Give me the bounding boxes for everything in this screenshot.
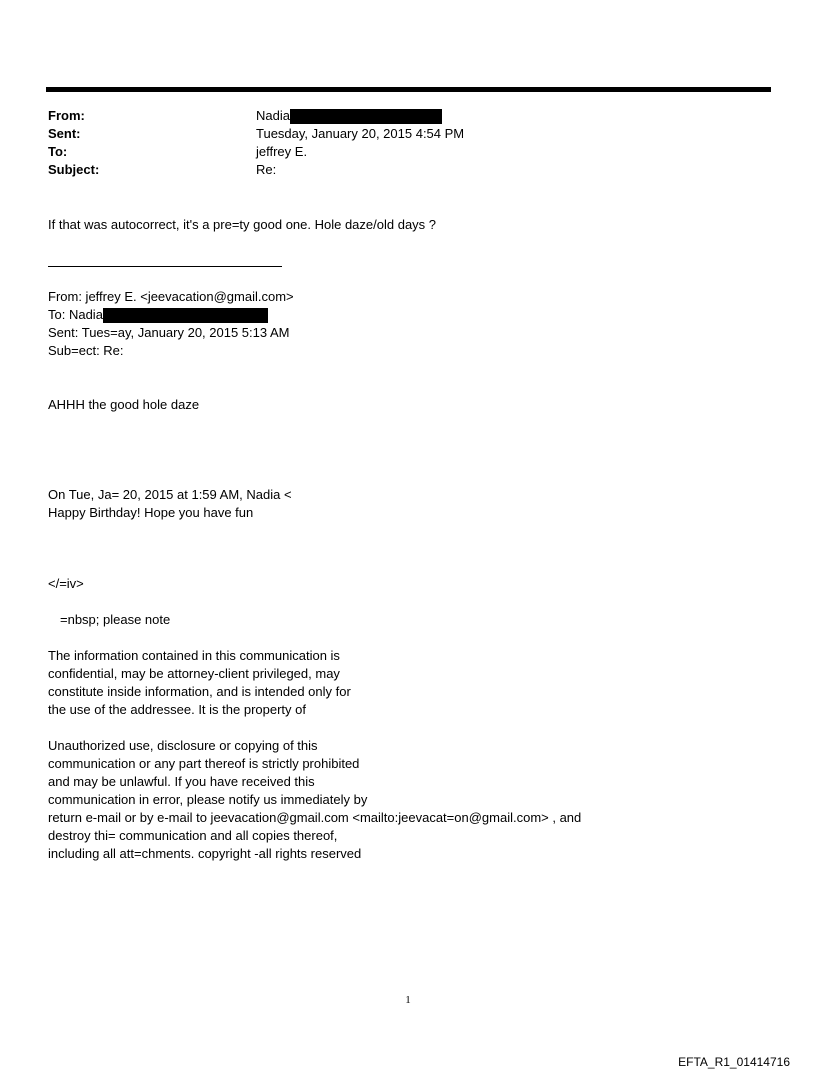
sent-value: Tuesday, January 20, 2015 4:54 PM — [256, 126, 465, 141]
to-value: jeffrey E. — [256, 144, 308, 159]
quoted-from: From: jeffrey E. <jeevacation@gmail.com> — [48, 289, 294, 304]
to-row — [48, 143, 648, 161]
div-tag-text: </=iv> — [48, 576, 84, 591]
from-row — [48, 107, 648, 125]
disclaimer-line: The information contained in this communication is — [48, 648, 340, 663]
quoted-to: To: Nadia — [48, 307, 103, 322]
from-value — [256, 107, 442, 125]
subject-label: Subject: — [48, 162, 100, 177]
nbsp-note: =nbsp; please note — [60, 612, 171, 627]
disclaimer-line: and may be unlawful. If you have received this — [48, 774, 315, 789]
reply-text: If that was autocorrect, it's a pre=ty good one. Hole daze/old days ? — [48, 217, 437, 232]
disclaimer-line: the use of the addressee. It is the property of — [48, 702, 306, 717]
disclaimer-line: return e-mail or by e-mail to jeevacation@gmail.com <mailto:jeevacat=on@gmail.com> , and — [48, 810, 582, 825]
disclaimer-line: constitute inside information, and is intended only for — [48, 684, 351, 699]
quoted-birthday: Happy Birthday! Hope you have fun — [48, 505, 254, 520]
quoted-on-line: On Tue, Ja= 20, 2015 at 1:59 AM, Nadia < — [48, 487, 292, 502]
disclaimer-line: communication or any part thereof is strictly prohibited — [48, 756, 360, 771]
redaction-box — [290, 109, 442, 124]
from-label: From: — [48, 108, 85, 123]
subject-row — [48, 161, 648, 179]
quoted-to-row — [48, 306, 268, 324]
disclaimer-line: destroy thi= communication and all copies thereof, — [48, 828, 338, 843]
sent-label: Sent: — [48, 126, 81, 141]
redaction-box — [103, 308, 268, 323]
disclaimer-line: including all att=chments. copyright -all rights reserved — [48, 846, 362, 861]
from-name: Nadia — [256, 108, 290, 123]
to-label: To: — [48, 144, 68, 159]
bates-number: EFTA_R1_01414716 — [678, 1055, 790, 1069]
subject-value: Re: — [256, 162, 277, 177]
quoted-line-1: AHHH the good hole daze — [48, 397, 200, 412]
separator-rule — [48, 266, 282, 267]
quoted-sent: Sent: Tues=ay, January 20, 2015 5:13 AM — [48, 325, 290, 340]
disclaimer-line: Unauthorized use, disclosure or copying of this — [48, 738, 318, 753]
header-rule — [46, 87, 771, 92]
page-number: 1 — [405, 994, 411, 1006]
disclaimer-line: confidential, may be attorney-client privileged, may — [48, 666, 340, 681]
quoted-subject: Sub=ect: Re: — [48, 343, 124, 358]
disclaimer-line: communication in error, please notify us immediately by — [48, 792, 368, 807]
sent-row — [48, 125, 648, 143]
